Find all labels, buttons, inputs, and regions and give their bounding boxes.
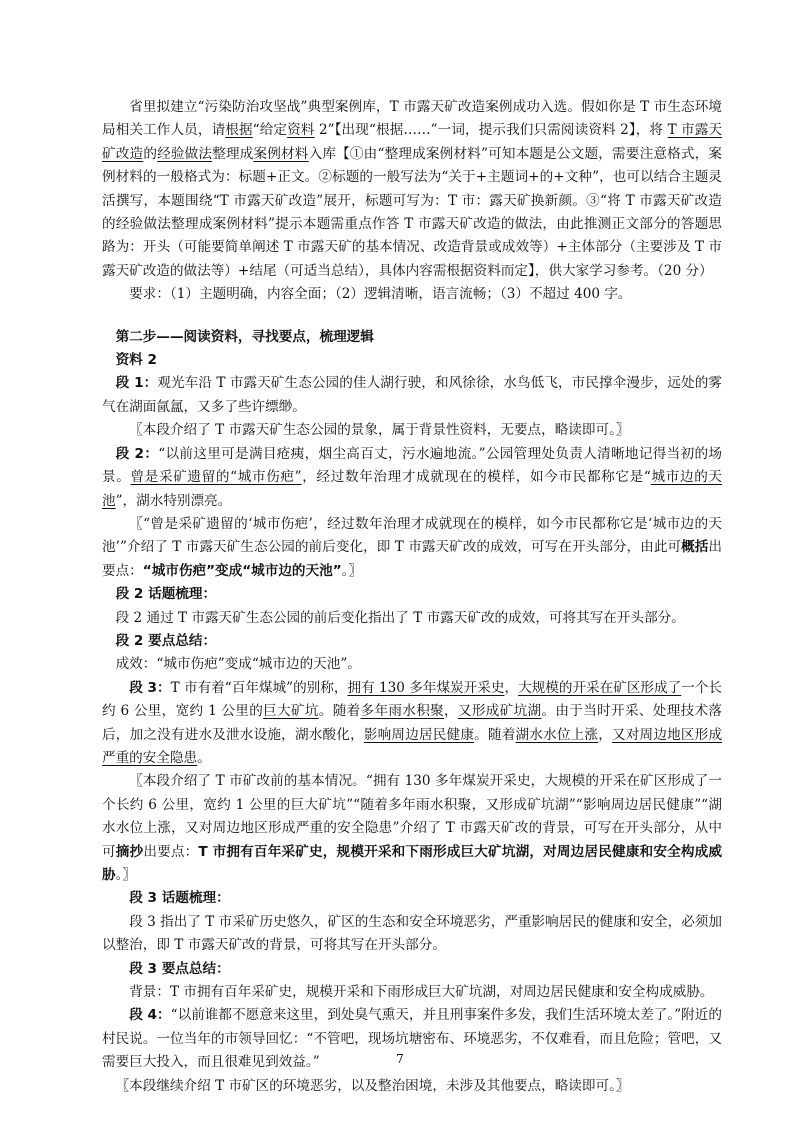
note-4: 〖本段继续介绍 T 市矿区的环境恶劣，以及整治困境，未涉及其他要点，略读即可。〗 <box>115 1077 630 1094</box>
key-point: T 市拥有百年采矿史，规模开采和下雨形成巨大矿坑湖，对周边居民健康和安全构成威胁 <box>102 843 723 883</box>
intro-text: 省里拟建立“污染防治攻坚战”典型案例库，T 市露天矿改造案例成功入选。假如你是 T 市生态环境局相关工作人员，请 <box>102 99 722 139</box>
note-text: 。〗 <box>341 562 363 579</box>
note-text: 〖本段介绍了 T 市矿改前的基本情况。“拥有 130 多年煤炭开采史，大规模的开采在矿区形成了一个长约 6 公里，宽约 1 公里的巨大矿坑”“随着多年雨水积聚，又形成矿坑湖”“影响周边居民健康”“湖水水位上涨，又对周边地区形成严重的安全隐患”介绍了 T 市露天矿改的背景，可写在开头部分，从中可 <box>102 773 722 860</box>
para2-topic-text: 段 2 通过 T 市露天矿生态公园的前后变化指出了 T 市露天矿改的成效，可将其写在开头部分。 <box>115 609 685 626</box>
document-page <box>102 96 722 1098</box>
underlined-keyword: 拥有 130 多年煤炭开采史 <box>347 679 505 696</box>
paragraph-label: 段 2： <box>115 445 159 462</box>
paragraph-text: ， <box>504 679 519 696</box>
note-3 <box>102 770 722 887</box>
paragraph-label: 段 4： <box>129 1007 171 1024</box>
intro-text: 2”【出现“根据……”一词，提示我们只需阅读资料 2】，将 <box>314 122 668 139</box>
paragraph-text: T 市有着“百年煤城”的别称， <box>170 679 348 696</box>
intro-text: “给定 <box>252 122 288 139</box>
step-title: 第二步——阅读资料，寻找要点，梳理逻辑 <box>115 328 374 345</box>
para3-topic-heading: 段 3 话题梳理： <box>129 890 230 907</box>
underlined-keyword: T 市露天矿改造 <box>102 122 723 162</box>
para3-summary-text: 背景：T 市拥有百年采矿史，规模开采和下雨形成巨大矿坑湖，对周边居民健康和安全构成威胁。 <box>129 984 714 1001</box>
underlined-keyword: 影响周边居民健康 <box>363 726 475 743</box>
paragraph-text: “以前谁都不愿意来这里，到处臭气熏天，并且刑事案件多发，我们生活环境太差了。”附近的村民说。一位当年的市领导回忆：“不管吧，现场坑塘密布、环境恶劣，不仅难看，而且危险；管吧，又需要巨大投入，而且很难见到效益。” <box>102 1007 722 1071</box>
paragraph-text: 一个长约 6 公里，宽约 1 公里的 <box>102 679 723 720</box>
underlined-keyword: 多年雨水积聚 <box>360 703 445 720</box>
paragraph-label: 段 1： <box>115 375 158 392</box>
para2-summary-heading: 段 2 要点总结： <box>115 632 217 649</box>
underlined-keyword: 巨大矿坑 <box>263 703 319 720</box>
underlined-keyword: 又对周边地区形成严重的安全隐患 <box>102 726 723 766</box>
material-label: 资料 2 <box>115 352 157 369</box>
question-intro <box>102 96 722 283</box>
paragraph-text: 。随着 <box>474 726 516 743</box>
intro-text: 的 <box>143 145 158 162</box>
paragraph-2 <box>102 443 722 513</box>
note-text: 出要点： <box>102 539 723 579</box>
paragraph-text: 。随着 <box>318 703 361 720</box>
paragraph-text: “以前这里可是满目疮痍，烟尘高百丈，污水遍地流。”公园管理处负责人清晰地记得当初的场景。 <box>102 445 722 486</box>
paragraph-1 <box>102 372 722 419</box>
paragraph-text: ， <box>444 703 458 720</box>
para3-summary-heading: 段 3 要点总结： <box>129 960 230 977</box>
paragraph-text: ，经过数年治理才成就现在的模样，如今市民都称它是“ <box>301 469 651 486</box>
note-text: 。〗 <box>115 867 136 883</box>
intro-text: 整理成 <box>212 145 254 162</box>
bold-keyword: 概括 <box>681 539 709 556</box>
underlined-keyword: 曾是采矿遗留的“城市伤疤” <box>130 469 302 486</box>
paragraph-text: 。 <box>197 749 211 766</box>
note-2 <box>102 513 722 583</box>
requirement: 要求：（1）主题明确，内容全面；（2）逻辑清晰，语言流畅；（3）不超过 400 字。 <box>129 286 632 303</box>
paragraph-text: 观光车沿 T 市露天矿生态公园的佳人湖行驶，和风徐徐，水鸟低飞，市民撑伞漫步，远处的雾气在湖面氤氲，又多了些许缥缈。 <box>102 375 722 415</box>
key-point: “城市伤疤”变成“城市边的天池” <box>142 562 342 579</box>
paragraph-text: 。由于当时开采、处理技术落后，加之没有进水及泄水设施，湖水酸化， <box>102 703 723 743</box>
note-1: 〖本段介绍了 T 市露天矿生态公园的景象，属于背景性资料，无要点，略读即可。〗 <box>129 422 630 439</box>
para2-topic-heading: 段 2 话题梳理： <box>115 586 217 603</box>
underlined-keyword: 案例材料 <box>253 145 309 162</box>
bold-keyword: 摘抄 <box>115 843 144 860</box>
note-text: 出要点： <box>143 843 199 860</box>
paragraph-text: ， <box>598 726 612 743</box>
underlined-keyword: 又形成矿坑湖 <box>457 703 542 720</box>
paragraph-label: 段 3： <box>129 679 171 696</box>
note-text: 〖“曾是采矿遗留的‘城市伤疤’，经过数年治理才成就现在的模样，如今市民都称它是‘城市边的天池’”介绍了 T 市露天矿生态公园的前后变化，即 T 市露天矿改的成效，可写在开头部分，由此可 <box>102 515 722 556</box>
underlined-keyword: 湖水水位上涨 <box>515 726 599 743</box>
underlined-keyword: 资料 <box>287 122 315 139</box>
underlined-keyword: 城市边的天池 <box>102 469 723 509</box>
intro-text: 入库【①由“整理成案例材料”可知本题是公文题，需要注意格式，案例材料的一般格式为：标题+正文。②标题的一般写法为“关于+主题词+的+文种”，也可以结合主题灵活撰写，本题围绕“T 市露天矿改造”展开，标题可写为：T 市：露天矿换新颜。③“将 T 市露天矿改造的经验做法整理成案例材料”提示本题需重点作答 T 市露天矿改造的做法，由此推测正文部分的答题思路为：开头（可能要简单阐述 T 市露天矿的基本情况、改造背景或成效等）+主体部分（主要涉及 T 市露天矿改造的做法等）+结尾（可适当总结），具体内容需根据资料而定】，供大家学习参考。（20 分） <box>102 145 723 279</box>
underlined-keyword: 根据 <box>225 122 253 139</box>
paragraph-3 <box>102 677 722 771</box>
underlined-keyword: 经验做法 <box>157 145 213 162</box>
para2-summary-text: 成效：“城市伤疤”变成“城市边的天池”。 <box>115 656 361 673</box>
page-number: 7 <box>396 1052 404 1066</box>
paragraph-text: ”，湖水特别漂亮。 <box>115 492 232 509</box>
underlined-keyword: 大规模的开采在矿区形成了 <box>518 679 682 696</box>
para3-topic-text: 段 3 指出了 T 市采矿历史悠久，矿区的生态和安全环境恶劣，严重影响居民的健康和安全，必须加以整治，即 T 市露天矿改的背景，可将其写在开头部分。 <box>102 913 722 954</box>
